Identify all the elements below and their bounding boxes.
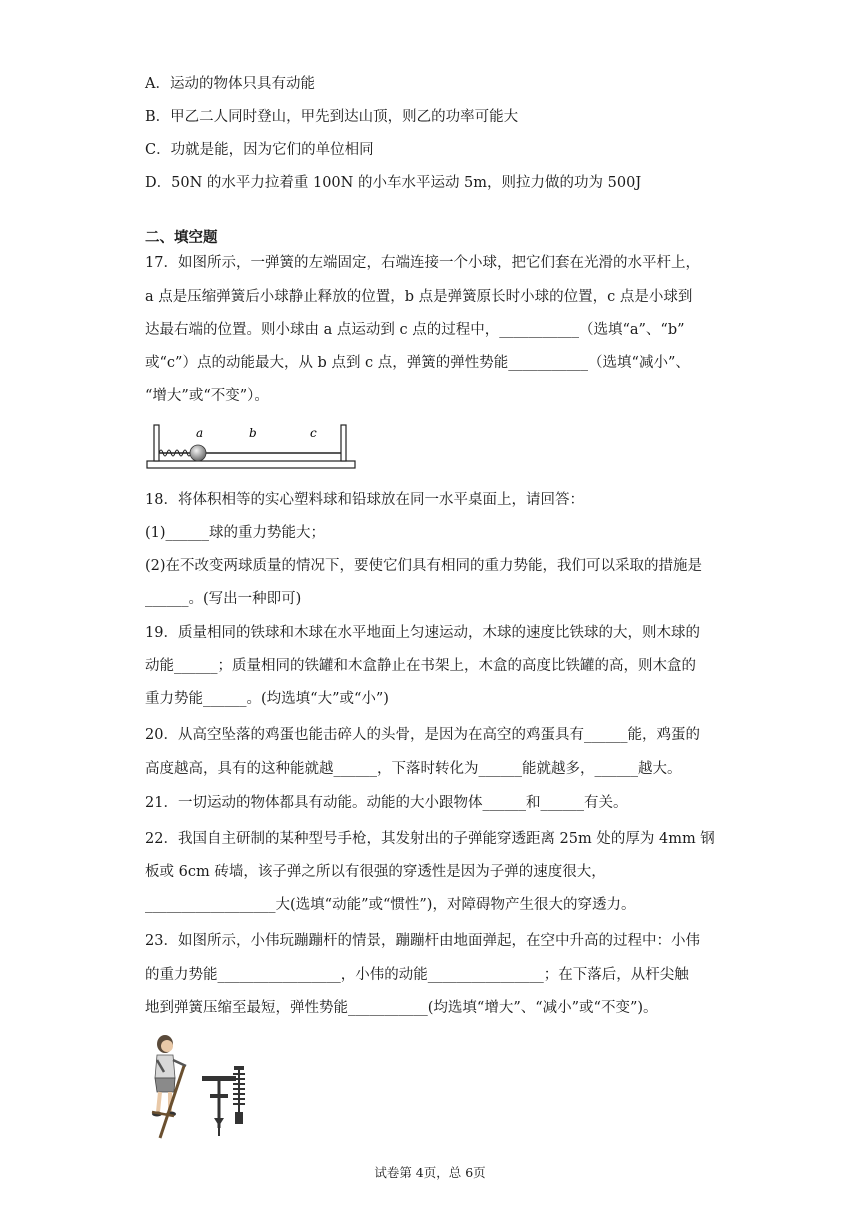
- q23-line-1: 23．如图所示，小伟玩蹦蹦杆的情景，蹦蹦杆由地面弹起，在空中升高的过程中：小伟: [145, 933, 700, 949]
- q21-line-1: 21．一切运动的物体都具有动能。动能的大小跟物体______和______有关。: [145, 795, 628, 811]
- ball-icon: [190, 445, 206, 461]
- q19-line-2: 动能______；质量相同的铁罐和木盒静止在书架上，木盒的高度比铁罐的高，则木盒的: [145, 658, 696, 674]
- q20-line-1: 20．从高空坠落的鸡蛋也能击碎人的头骨，是因为在高空的鸡蛋具有______能，鸡蛋的: [145, 727, 700, 743]
- q19-line-3: 重力势能______。(均选填“大”或“小”): [145, 691, 389, 707]
- q22-line-2: 板或 6cm 砖墙，该子弹之所以有很强的穿透性是因为子弹的速度很大，: [145, 864, 606, 880]
- q22-line-1: 22．我国自主研制的某种型号手枪，其发射出的子弹能穿透距离 25m 处的厚为 4mm 钢: [145, 831, 715, 847]
- pogo-spring-icon: [202, 1066, 245, 1136]
- q17-line-1: 17．如图所示，一弹簧的左端固定，右端连接一个小球，把它们套在光滑的水平杆上，: [145, 255, 700, 271]
- q23-line-3: 地到弹簧压缩至最短，弹性势能___________(均选填“增大”、“减小”或“不变”)。: [145, 1000, 658, 1016]
- q17-line-3: 达最右端的位置。则小球由 a 点运动到 c 点的过程中，___________（选填“a”、“b”: [145, 322, 685, 338]
- q17-line-4: 或“c”）点的动能最大，从 b 点到 c 点，弹簧的弹性势能___________（选填“减小”、: [145, 355, 690, 371]
- label-c: c: [310, 426, 317, 440]
- option-b: B．甲乙二人同时登山，甲先到达山顶，则乙的功率可能大: [145, 109, 519, 125]
- q22-line-3: __________________大(选填“动能”或“惯性”)，对障碍物产生很大的穿透力。: [145, 897, 636, 913]
- q18-line-4: ______。(写出一种即可): [145, 591, 302, 607]
- q17-line-5: “增大”或“不变”）。: [145, 388, 269, 404]
- option-a: A．运动的物体只具有动能: [145, 76, 315, 92]
- q18-line-1: 18．将体积相等的实心塑料球和铅球放在同一水平桌面上，请回答：: [145, 492, 584, 508]
- option-d: D．50N 的水平力拉着重 100N 的小车水平运动 5m，则拉力做的功为 500J: [145, 175, 642, 191]
- page-footer: 试卷第 4页，总 6页: [374, 1165, 486, 1180]
- option-c: C．功就是能，因为它们的单位相同: [145, 142, 374, 158]
- q18-line-3: (2)在不改变两球质量的情况下，要使它们具有相同的重力势能，我们可以采取的措施是: [145, 558, 703, 574]
- spring-ball-figure: [145, 422, 357, 474]
- section-title: 二、填空题: [145, 229, 218, 246]
- label-b: b: [249, 426, 257, 440]
- pogo-stick-figure: [140, 1030, 260, 1148]
- q17-line-2: a 点是压缩弹簧后小球静止释放的位置，b 点是弹簧原长时小球的位置，c 点是小球到: [145, 289, 693, 305]
- q19-line-1: 19．质量相同的铁球和木球在水平地面上匀速运动，木球的速度比铁球的大，则木球的: [145, 625, 700, 641]
- q23-line-2: 的重力势能_________________，小伟的动能________________；在下落后，从杆尖触: [145, 967, 689, 983]
- label-a: a: [196, 426, 204, 440]
- q20-line-2: 高度越高，具有的这种能就越______，下落时转化为______能就越多，______越大。: [145, 761, 682, 777]
- q18-line-2: (1)______球的重力势能大；: [145, 525, 326, 541]
